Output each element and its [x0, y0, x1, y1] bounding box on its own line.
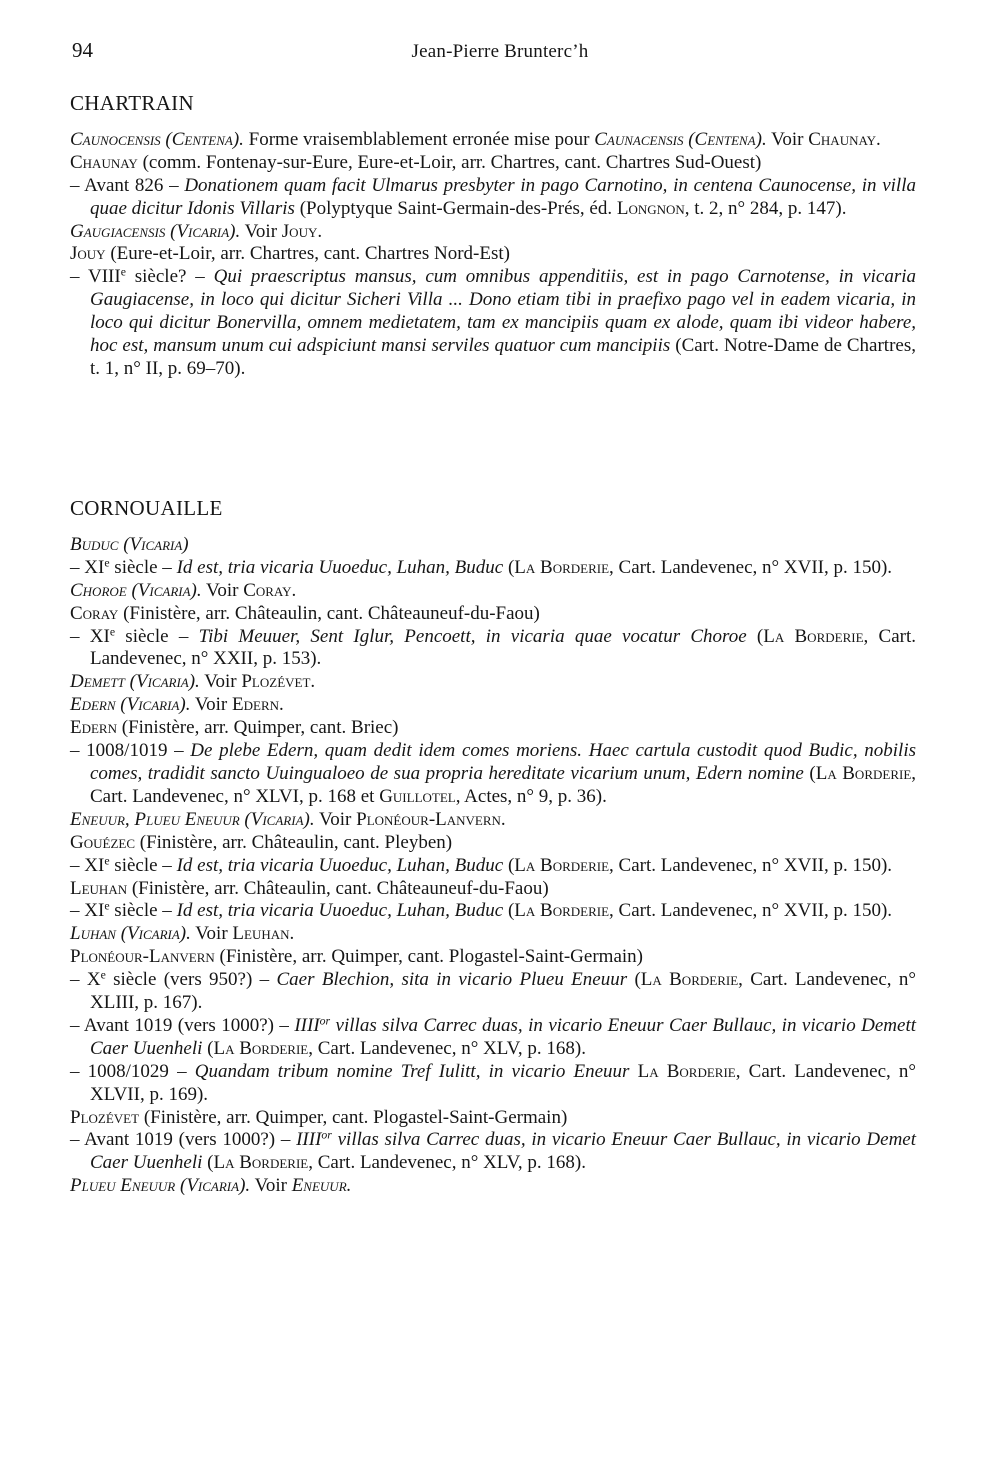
superscript: e [109, 625, 116, 639]
headword-line [70, 603, 916, 626]
text-run: (Cart. Notre-Dame de Chartres, t. 1, n° II, p. 69–70). [90, 335, 916, 379]
small-caps-text: La Borderie [640, 969, 739, 991]
headword-line [70, 923, 916, 946]
text-run: Voir [201, 579, 244, 601]
text-run: (Finistère, arr. Quimper, cant. Briec) [117, 717, 399, 739]
text-run: siècle – [115, 625, 199, 647]
section-cornouaille [70, 497, 916, 1198]
headword-line [70, 534, 916, 557]
italic-text: Id est, tria vicaria Uuoeduc, Luhan, Buduc [176, 556, 504, 578]
attestation-line [70, 969, 916, 1015]
small-caps-text: Demett (Vicaria). [70, 671, 200, 693]
text-run: ( [627, 969, 641, 991]
small-caps-text: Jouy. [281, 220, 323, 242]
text-run: Voir [199, 671, 242, 693]
section-body [70, 129, 916, 381]
text-run: ( [746, 625, 764, 647]
small-caps-text: Buduc (Vicaria) [70, 533, 189, 555]
text-run: , Cart. Landevenec, n° XLIII, p. 167). [90, 969, 916, 1014]
text-run: , Cart. Landevenec, n° XVII, p. 150). [609, 900, 893, 922]
text-run: – VIII [70, 266, 121, 288]
small-caps-text: Plozévet. [241, 671, 316, 693]
italic-text: Id est, tria vicaria Uuoeduc, Luhan, Buduc [176, 854, 504, 876]
page-number: 94 [72, 38, 93, 62]
small-caps-text: Caunacensis (Centena). [594, 128, 767, 150]
text-run: – Avant 1019 (vers 1000?) – [70, 1014, 295, 1036]
superscript: e [100, 968, 106, 982]
small-caps-text: La Borderie [815, 762, 912, 784]
headword-line [70, 580, 916, 603]
small-caps-text: Edern. [232, 694, 284, 716]
italic-text: IIII [294, 1014, 320, 1036]
small-caps-text: La Borderie [213, 1037, 309, 1059]
text-run: ( [503, 900, 515, 922]
small-caps-text: Coray [70, 602, 119, 624]
text-run: Voir [766, 128, 809, 150]
text-run: – 1008/1019 – [70, 740, 191, 762]
italic-text: villas silva Carrec duas, in vicario Eneuur Caer Bullauc, in vicario Demet Caer Uuenheli [90, 1129, 917, 1174]
text-run: ( [202, 1037, 214, 1059]
headword-line [70, 671, 916, 694]
text-run: (Eure-et-Loir, arr. Chartres, cant. Chartres Nord-Est) [105, 243, 510, 265]
italic-text: Donationem quam facit Ulmarus presbyter in pago Carnotino, in centena Caunocense, in villa quae dicitur Idonis Villaris [90, 174, 916, 219]
text-run: siècle? – [125, 266, 214, 288]
small-caps-text: Plonéour-Lanvern [70, 946, 215, 968]
text-run: Voir [250, 1175, 292, 1197]
text-run: (Finistère, arr. Châteaulin, cant. Pleyben) [135, 831, 453, 853]
text-run: , Cart. Landevenec, n° XXII, p. 153). [90, 625, 916, 670]
text-run: , Cart. Landevenec, n° XLV, p. 168). [308, 1152, 586, 1174]
text-run: Voir [190, 923, 233, 945]
headword-line [70, 717, 916, 740]
headword-line [70, 152, 916, 175]
running-head: Jean-Pierre Brunterc’h [411, 41, 589, 62]
italic-text: Caer Blechion, sita in vicario Plueu Eneuur [276, 969, 628, 991]
text-run: siècle (vers 950?) – [105, 969, 277, 991]
superscript: e [104, 854, 110, 868]
small-caps-text: Eneuur, Plueu Eneuur (Vicaria). [70, 808, 315, 830]
headword-line [70, 809, 916, 832]
superscript: e [104, 899, 110, 913]
text-run: (Finistère, arr. Châteaulin, cant. Châteauneuf-du-Faou) [127, 877, 549, 899]
text-run: – XI [70, 556, 105, 578]
text-run: siècle – [109, 556, 177, 578]
headword-line [70, 694, 916, 717]
section-heading: CHARTRAIN [70, 91, 194, 115]
text-run: , Cart. Landevenec, n° XLVII, p. 169). [90, 1060, 917, 1105]
italic-text: De plebe Edern, quam dedit idem comes moriens. Haec cartula custodit quod Budic, nobilis comes, tradidit sancto Uuingualoeo de sua propria hereditate vicarium unum, Edern nomine [90, 740, 917, 784]
attestation-line [70, 740, 916, 809]
text-run: (Finistère, arr. Quimper, cant. Plogastel-Saint-Germain) [139, 1106, 568, 1128]
small-caps-text: Luhan (Vicaria). [70, 923, 191, 945]
small-caps-text: Chaunay [70, 151, 138, 173]
small-caps-text: Plonéour-Lanvern. [356, 808, 506, 830]
headword-line [70, 1107, 916, 1130]
text-run: (Finistère, arr. Quimper, cant. Plogastel-Saint-Germain) [214, 946, 643, 968]
section-chartrain [70, 92, 916, 381]
small-caps-text: La Borderie [514, 900, 610, 922]
small-caps-text: La Borderie [763, 625, 864, 647]
text-run: Voir [240, 220, 282, 242]
text-run: – Avant 826 – [70, 174, 185, 196]
text-run: – XI [70, 854, 105, 876]
text-run: – 1008/1029 – [70, 1060, 195, 1082]
text-run: – X [70, 969, 101, 991]
text-run: – Avant 1019 (vers 1000?) – [70, 1129, 297, 1151]
small-caps-text: Eneuur. [291, 1175, 352, 1197]
text-run: , Cart. Landevenec, n° XLV, p. 168). [308, 1037, 586, 1059]
section-heading: CORNOUAILLE [70, 496, 223, 520]
text-run: , Actes, n° 9, p. 36). [455, 785, 607, 807]
small-caps-text: La Borderie [637, 1060, 736, 1082]
text-run: siècle – [109, 854, 177, 876]
attestation-line [70, 266, 916, 381]
text-run: (Polyptyque Saint-Germain-des-Prés, éd. [294, 197, 617, 219]
attestation-line [70, 900, 916, 923]
text-run: ( [503, 556, 515, 578]
text-run: siècle – [109, 900, 177, 922]
small-caps-text: Leuhan. [232, 923, 295, 945]
small-caps-text: La Borderie [213, 1152, 309, 1174]
small-caps-text: Plozévet [70, 1106, 140, 1128]
text-run: (Finistère, arr. Châteaulin, cant. Châteauneuf-du-Faou) [118, 602, 540, 624]
italic-text: Quandam tribum nomine Tref Iulitt, in vicario Eneuur [194, 1060, 630, 1082]
small-caps-text: Longnon [616, 197, 685, 219]
italic-text: Tibi Meuuer, Sent Iglur, Pencoett, in vicaria quae vocatur Choroe [198, 625, 747, 647]
small-caps-text: Guillotel [379, 785, 456, 807]
italic-text: IIII [296, 1129, 322, 1151]
small-caps-text: La Borderie [514, 556, 610, 578]
small-caps-text: Jouy [70, 243, 106, 265]
text-run: ( [202, 1152, 214, 1174]
superscript: e [104, 556, 110, 570]
headword-line [70, 878, 916, 901]
headword-line [70, 129, 916, 152]
italic-text: villas silva Carrec duas, in vicario Eneuur Caer Bullauc, in vicario Demett Caer Uuenheli [90, 1014, 917, 1059]
small-caps-text: Plueu Eneuur (Vicaria). [70, 1175, 251, 1197]
small-caps-text: Leuhan [70, 877, 128, 899]
text-run: , t. 2, n° 284, p. 147). [684, 197, 847, 219]
headword-line [70, 243, 916, 266]
headword-line [70, 946, 916, 969]
attestation-line [70, 1015, 916, 1061]
section-body [70, 534, 916, 1198]
italic-text: Qui praescriptus mansus, cum omnibus appenditiis, est in pago Carnotense, in vicaria Gaugiacense, in loco qui dicitur Sicheri Villa ... Dono etiam tibi in praefixo pago vel in eadem vicaria, in loco qui dicitur Bonervilla, omnem medietatem, tam ex mancipiis quam ex alode, quam ibi videor habere, hoc est, mansum unum cui adspiciunt mansi serviles quatuor cum mancipiis [90, 266, 917, 357]
attestation-line [70, 175, 916, 221]
headword-line [70, 832, 916, 855]
text-run: – XI [70, 900, 105, 922]
text-run: Voir [190, 694, 233, 716]
small-caps-text: Caunocensis (Centena). [70, 128, 244, 150]
superscript: or [319, 1014, 331, 1028]
attestation-line [70, 855, 916, 878]
small-caps-text: Coray. [243, 579, 297, 601]
small-caps-text: La Borderie [514, 854, 610, 876]
superscript: e [120, 265, 126, 279]
small-caps-text: Edern (Vicaria). [70, 694, 191, 716]
text-run: , Cart. Landevenec, n° XVII, p. 150). [609, 854, 893, 876]
text-run: Forme vraisemblablement erronée mise pour [243, 128, 595, 150]
text-run: ( [503, 854, 515, 876]
text-run: (comm. Fontenay-sur-Eure, Eure-et-Loir, arr. Chartres, cant. Chartres Sud-Ouest) [137, 151, 762, 173]
text-run [629, 1061, 637, 1082]
attestation-line [70, 1129, 916, 1175]
text-run: , Cart. Landevenec, n° XLVI, p. 168 et [90, 762, 917, 807]
small-caps-text: Gouézec [70, 831, 135, 853]
small-caps-text: Choroe (Vicaria). [70, 579, 202, 601]
text-run: , Cart. Landevenec, n° XVII, p. 150). [609, 556, 893, 578]
italic-text: Id est, tria vicaria Uuoeduc, Luhan, Buduc [176, 900, 504, 922]
small-caps-text: Chaunay. [808, 128, 881, 150]
headword-line [70, 1175, 916, 1198]
small-caps-text: Gaugiacensis (Vicaria). [70, 220, 241, 242]
text-run: ( [803, 762, 816, 784]
attestation-line [70, 557, 916, 580]
attestation-line [70, 1061, 916, 1107]
text-run: – XI [70, 625, 110, 647]
text-run: Voir [314, 808, 357, 830]
superscript: or [321, 1129, 332, 1142]
attestation-line [70, 626, 916, 672]
headword-line [70, 221, 916, 244]
small-caps-text: Edern [70, 717, 117, 739]
